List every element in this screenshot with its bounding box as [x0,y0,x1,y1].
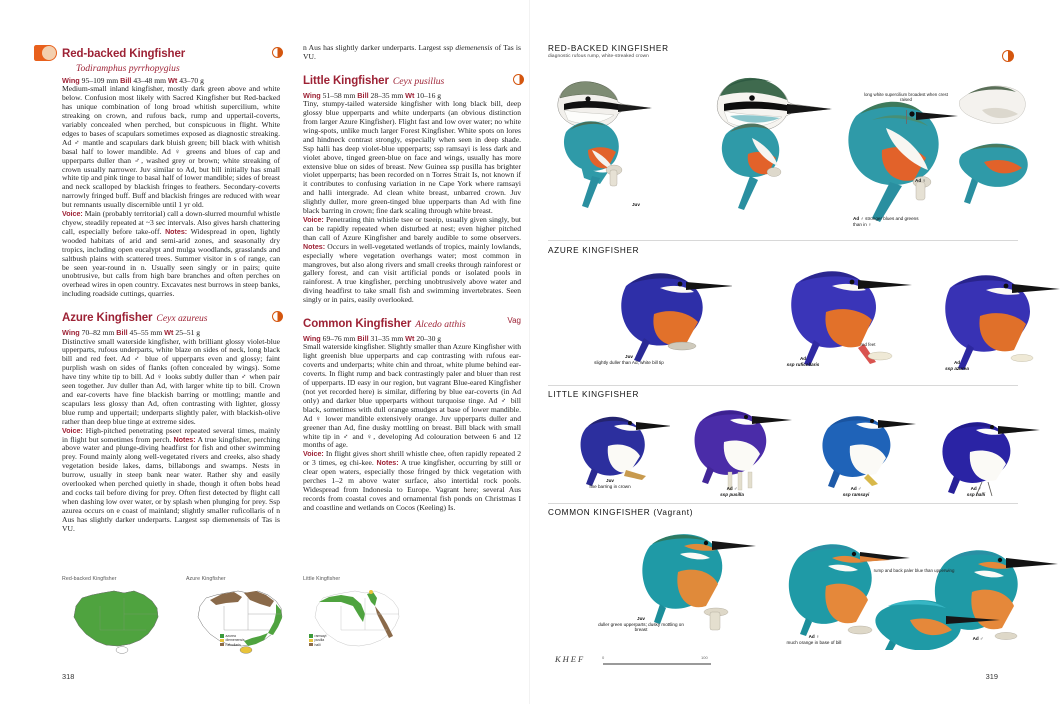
figure-label-detail: ssp ramsayi [842,491,870,497]
right-plate-page [530,0,1060,704]
plate-title: LITTLE KINGFISHER [548,390,640,399]
plate-title: RED-BACKED KINGFISHER [548,44,669,53]
species-heading-azure-kingfisher [62,308,280,326]
voice-text: Main (probably territorial) call a down-slurred mournful whistle chyew, steadily repeated at ~3 sec intervals. Also gives harsh chattering call, especially before take-off. [62,209,280,236]
status-badge: Vag [507,316,521,326]
map-title: Azure Kingfisher [186,576,226,582]
abundance-moon-icon [272,311,283,322]
species-description: Small waterside kingfisher. Slightly smaller than Azure Kingfisher with light greenish blue upperparts and cap contrasting with rufous ear-coverts and underparts; white chin and throat, white plume behind ear-coverts. In flight rump and back contrastingly paler and bluer than rest of upperparts. ID easy in our region, but vagrant Blue-eared Kingfisher (not yet recorded here) is similar, differing by blue ear-coverts (in Ad only) and darker blue upperparts without turquoise tinge. Ad ♂ bill black, sometimes with dull orange smudges at base of lower mandible. Ad ♀ lower mandible extensively orange. Juv upperparts duller and greener than Ad, fine dusky mottling on breast. Bill black with small white tip in ♂ and ♀, developing Ad colouration between 6 and 12 months of age. [303,342,521,450]
artist-signature: KHEF [555,654,586,664]
bill-value: 28–35 mm [370,90,404,100]
notes-text: Widespread in open, lightly wooded habitats of arid and semi-arid zones, and seasonally dry tropics, including open eucalypt and mulga woodlands, grasslands and saltbush plains with scattered trees. Summer visitor in s of range, can be seen year-round in n. Usually seen singly or in pairs; quite unobtrusive, but calls from high bare branches and often perches on overhead wires in open country. Excavates nest burrows in steep banks, including roadside cuttings, quarries. [62,226,281,299]
figure-label-text: Ad ♂ [853,216,864,221]
species-scientific-name: Todiramphus pyrrhopygius [76,63,180,74]
figure-label-detail: ssp halli [966,491,986,497]
page-number-right: 319 [985,672,998,681]
figure-label-detail: ssp pusilla [720,491,744,497]
notes-label: Notes: [173,435,196,444]
figure-label-male [950,636,1006,642]
plate-artwork-red-backed [530,58,1060,238]
weight-label: Wt [405,334,415,344]
plate-divider [548,385,1018,386]
species-voice-block [303,216,521,305]
figure-label-male [853,216,923,227]
legend-item [220,634,245,638]
wing-value: 70–82 mm [81,328,115,338]
weight-value: 43–70 g [179,76,204,85]
page-number-left: 318 [62,672,75,681]
legend-label: diemenensis [225,638,245,643]
bird-little-ramsayi [822,416,916,488]
legend-item [309,638,326,642]
figure-label-text: Ad [799,356,807,361]
figure-label-text: Ad ♀ [915,178,926,183]
legend-item [220,643,245,647]
species-name: Red-backed Kingfisher [62,48,186,60]
map-canvas [303,584,407,654]
species-description: Distinctive small waterside kingfisher, with brilliant glossy violet-blue upperparts, rufous underparts, white blaze on sides of neck, long black bill and red feet. Ad ♂ blue of upperparts even and glossy; faint purplish wash on sides of flanks (often concealed by wings). Some have tiny white tip to bill. Ad ♀ looks subtly duller than ♂ when pair seen together. Juv duller than Ad, with larger white tip to bill. Crown and ear-coverts have fine blackish barring or mottling; mantle and scapulars less glossy than Ad, often contrasting with lighter, glossy blue rump and uppertail; underparts slightly paler, with blackish-olive rather than deep blue tinge at extreme sides. [62,336,280,426]
weight-label: Wt [167,76,178,85]
weight-label: Wt [405,90,415,100]
abundance-moon-icon [272,47,283,58]
species-description: Tiny, stumpy-tailed waterside kingfisher with long black bill, deep glossy blue upperparts and white underparts (an obvious distinction from larger Azure Kingfisher). Flight fast and low over water; no white wing-spots, unlike much larger Forest Kingfisher. White spots on lores and hindneck contrast strongly, especially when seen in deep shade. Ssp halli has deep violet-blue upperparts; ssp ramsayi is less dark and violet above, tinged green-blue on face and wings, usually has more extensive blue on sides of breast. New Guinea ssp pusilla has brighter violet upperparts; has been recorded on n Torres Strait Is, not known if it contributes to confusing variation in ne Cape York where ramsayi and halli intergrade. Ad clean white breast, unbarred crown. Juv slightly duller, more green-tinged blue upperparts than Ad with fine black barring in crown; fine dark scaling through white breast. [303,99,521,216]
bird-little-halli [942,422,1040,496]
bird-perched-male [848,102,958,222]
voice-text: Penetrating thin whistle tsee or tseeip, usually given singly, but can be rapidly repeated when disturbed at nest; even higher pitched than call of Azure Kingfisher and barely audible to some observers. [303,215,521,242]
wing-value: 69–76 mm [322,334,356,344]
bill-value: 45–55 mm [129,328,163,338]
species-scientific-name: Alcedo atthis [415,319,466,331]
species-name: Azure Kingfisher [62,312,153,325]
species-name: Little Kingfisher [303,74,389,87]
species-heading-little-kingfisher [303,71,521,89]
bill-label: Bill [120,76,132,85]
scale-min-label: 0 [602,655,605,660]
voice-label: Voice: [303,450,324,459]
map-title: Red-backed Kingfisher [62,576,117,582]
species-description: Medium-small inland kingfisher, mostly dark green above and white below. Confusion most likely with Sacred Kingfisher but Red-backed has unique combination of long broad whitish supercilium, white streaking on crown, and rufous back, rump and uppertail-coverts, variably concealed when perched, but conspicuous in flight. White edges to bases of scapulars sometimes exposed as diagnostic streaking. Ad ♂ mantle and scapulars dark bluish green; bill black with whitish basal half to lower mandible. Ad ♀ greens and blues of cap and upperparts duller than ♂, washed grey or brown; white streaking of crown usually narrower. Juv similar to Ad, but bill initially has small white tip and pink tinge to basal half of lower mandible; sides of breast and neck scalloped by blackish fringes to feathers. Secondary-coverts narrowly fringed buff. Buff and blackish fringes are reduced with wear but remnants usually discernible until 1 yr old. [62,84,280,210]
legend-label: pusilla [314,638,325,643]
voice-label: Voice: [62,210,83,219]
text-column-left [62,44,280,534]
wing-label: Wing [303,90,321,100]
bird-little-pusilla [695,410,792,490]
annotation-rump-colour: rump and back paler blue than upperwing [873,568,955,573]
species-heading-common-kingfisher [303,314,521,332]
wing-value: 51–58 mm [322,90,356,100]
map-canvas [62,584,166,654]
figure-label-detail: ssp azurea [945,365,969,371]
bird-head-study-1 [558,82,652,129]
figure-label-text: Ad ♂ [850,486,862,491]
bird-azure-juv [621,273,740,362]
map-little-kingfisher [303,576,407,654]
species-voice-block [303,450,521,512]
voice-label: Voice: [303,216,324,224]
figure-label-juv [632,202,640,208]
weight-value: 25–51 g [175,328,201,338]
distribution-maps [62,576,412,660]
notes-text: Occurs in well-vegetated wetlands of tropics, mainly lowlands, especially where vegetation overhangs water; most common in mangroves, but also along rivers and small creeks through rainforest or gallery forest, and can visit artificial ponds or isolated pools in rainforest. A true kingfisher, perching unobtrusively above water and diving headfirst to take small fish and swimming invertebrates. Seen singly or in pairs, easily overlooked. [303,241,521,305]
figure-label-detail: much orange in base of bill [786,639,842,645]
figure-label-ramsayi [822,486,890,497]
australia-map-svg [62,584,166,654]
species-name: Common Kingfisher [303,318,412,331]
plate-little-kingfisher [530,390,1060,505]
figure-label-text: Ad [953,360,961,365]
figure-label-text: Juv [632,202,640,207]
species-voice-block [62,210,280,299]
figure-label-text: Juv [606,478,614,483]
bird-perched-female [722,123,781,210]
figure-label-detail: slightly duller than Ad; white bill tip [594,359,664,365]
weight-value: 20–30 g [416,334,442,344]
figure-label-juv [590,354,668,365]
figure-label-pusilla [698,486,766,497]
bird-head-study-2 [717,78,832,131]
bill-label: Bill [116,328,128,338]
bird-in-flight-1 [959,86,1025,124]
bill-label: Bill [357,90,369,100]
legend-label: ramsayi [314,634,327,638]
figure-label-female [778,634,850,645]
plate-azure-kingfisher [530,246,1060,386]
notes-text: A true kingfisher, occurring by still or clear open waters, especially those fringed by thick vegetation with perches 1–2 m above water surface, also intertidal rock pools. Widespread from Indonesia to Europe. Vagrant here; several Aus records from coastal coves and ornamental fish ponds on Christmas I and coastline and wetlands on Cocos (Keeling) Is. [303,458,521,512]
wing-value: 95–109 mm [81,76,119,85]
voice-label: Voice: [62,426,83,435]
figure-label-text: Ad ♂ [970,486,982,491]
plate-title: AZURE KINGFISHER [548,246,640,255]
bill-value: 43–48 mm [133,76,167,85]
species-scientific-name: Ceyx pusillus [392,75,445,87]
plate-common-kingfisher [530,508,1060,648]
plate-red-backed-kingfisher [530,44,1060,240]
species-voice-block [62,427,280,534]
figure-label-detail: stronger blues and greens than in ♀ [853,216,919,227]
figure-label-text: Ad ♀ [808,634,820,639]
notes-label: Notes: [165,227,188,236]
figure-label-text: Juv [637,616,645,621]
voice-text: In flight gives short shrill whistle chee, often rapidly repeated 2 or 3 times, eg chi-kee. [303,449,521,468]
wing-label: Wing [62,328,80,338]
figure-label-detail: ssp ruficollaris [786,361,820,367]
wing-label: Wing [62,76,80,85]
left-text-page [0,0,529,704]
map-red-backed-kingfisher [62,576,166,654]
map-azure-kingfisher [186,576,290,654]
notes-label: Notes: [303,242,326,251]
bird-little-juv [581,417,677,486]
annotation-red-feet: red feet [860,342,876,347]
figure-label-ruficollaris [768,356,838,367]
bird-azure-azurea [945,275,1060,370]
legend-label: ruficollaris [225,642,241,647]
map-legend [309,634,326,647]
species-scientific-name: Ceyx azureus [156,313,208,325]
figure-label-detail: fine barring in crown [589,483,631,489]
annotation-supercilium: long white supercilium broadest when crest raised [864,92,948,103]
figure-label-female [915,178,926,184]
wing-label: Wing [303,334,321,344]
map-canvas [186,584,290,654]
legend-item [220,638,245,642]
voice-text: High-pitched penetrating pseet repeated several times, mainly in flight but sometimes from perch. [62,425,280,444]
scale-max-label: 100 [701,655,708,660]
bird-in-flight-2 [959,144,1028,204]
figure-label-halli [942,486,1010,497]
legend-label: halli [314,642,321,647]
scale-bar-line [603,663,711,665]
annotation-leader-line [906,110,907,124]
figure-label-text: Ad ♂ [726,486,738,491]
species-marker-icon [34,45,57,61]
bird-azure-ruficollaris [791,271,912,366]
plate-title: COMMON KINGFISHER (Vagrant) [548,508,694,517]
weight-label: Wt [164,328,174,338]
plate-divider [548,240,1018,241]
bill-value: 31–35 mm [370,334,404,344]
map-title: Little Kingfisher [303,576,341,582]
abundance-moon-icon [513,74,524,85]
species-heading-red-backed-kingfisher [62,44,280,74]
legend-label: azurea [225,634,236,638]
notes-text: A true kingfisher, perching above water and plunge-diving headfirst for fish and other swimming prey. Found mainly along well-vegetated rivers and creeks, also shady vegetation beside lakes, dams, billabongs and swamps. Nests in burrow, usually in steep bank near water. Rather shy and easily overlooked when perched quietly in shade, though it often bobs head and cocks tail before diving for prey. Often first detected by flight call when dashing low over water, or by splash when plunging for prey. Ssp azurea occurs on e coast of mainland; slightly smaller ruficollaris of n Aus has slightly darker underparts. Largest ssp diemenensis of Tas is VU. [62,434,280,533]
legend-item [309,634,326,638]
plate-subtitle: diagnostic rufous rump, white-streaked crown [548,54,649,59]
figure-label-text: Ad ♂ [972,636,984,641]
figure-label-azurea [922,360,992,371]
figure-label-detail: duller green upperparts; dusky mottling on breast [598,621,684,633]
figure-label-text: Juv [625,354,633,359]
legend-item [309,643,326,647]
bird-perched-juv [564,121,622,208]
notes-label: Notes: [376,459,399,468]
text-column-right [303,44,521,513]
plate-divider [548,503,1018,504]
weight-value: 10–16 g [416,90,442,100]
figure-label-juv [592,616,690,633]
bill-label: Bill [357,334,369,344]
map-legend [220,634,245,647]
figure-label-juv [570,478,650,489]
artist-signature-block [555,653,755,667]
azure-continuation: n Aus has slightly darker underparts. Largest ssp diemenensis of Tas is VU. [303,43,521,61]
